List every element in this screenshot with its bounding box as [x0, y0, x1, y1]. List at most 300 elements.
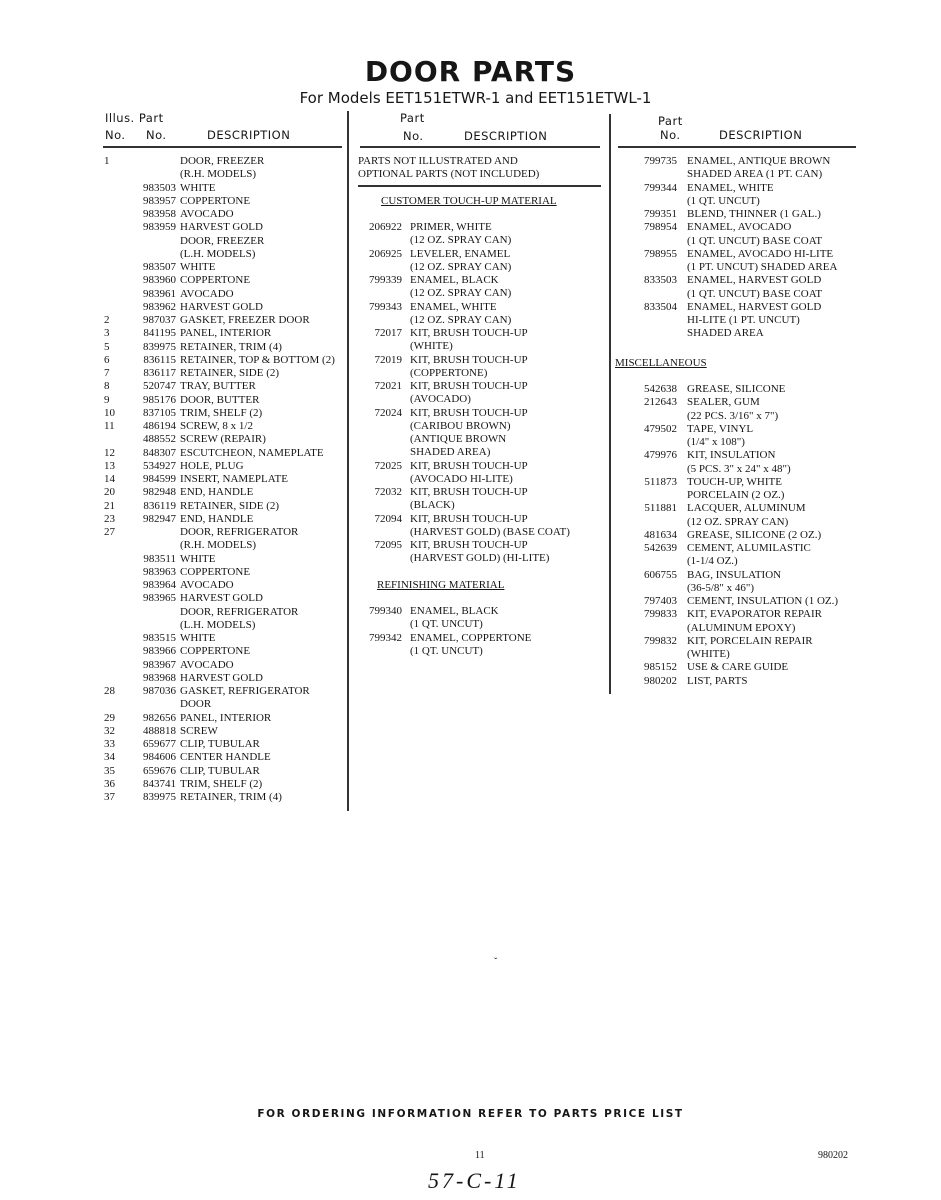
parts-row: [104, 195, 346, 208]
section-heading-touchup: CUSTOMER TOUCH-UP MATERIAL: [381, 195, 557, 207]
col2-intro-rule: [358, 185, 601, 187]
part-description: SCREW: [180, 724, 218, 737]
part-description: (1 QT. UNCUT): [410, 618, 483, 631]
part-description: (ALUMINUM EPOXY): [687, 621, 796, 634]
parts-row: [104, 632, 346, 645]
part-number: 985176: [143, 393, 176, 406]
part-description: (12 OZ. SPRAY CAN): [410, 260, 512, 273]
part-number: 534927: [143, 459, 176, 472]
illus-number: 3: [104, 327, 110, 340]
parts-row: [104, 235, 346, 248]
part-description: HARVEST GOLD: [180, 221, 263, 234]
part-number: 520747: [143, 380, 176, 393]
col1-header-part-no: No.: [146, 128, 167, 142]
part-description: GASKET, REFRIGERATOR: [180, 685, 310, 697]
part-description: ENAMEL, WHITE: [687, 181, 774, 194]
part-number: 987036: [143, 685, 176, 697]
parts-row: [358, 460, 608, 473]
parts-row: [104, 659, 346, 672]
parts-row: [615, 396, 865, 409]
part-description: CEMENT, INSULATION (1 OZ.): [687, 595, 839, 607]
part-number: 983967: [143, 658, 176, 671]
illus-number: 14: [104, 473, 115, 485]
parts-row: [104, 791, 346, 804]
parts-row: [104, 221, 346, 234]
part-number: 980202: [644, 674, 677, 687]
part-number: 799342: [369, 631, 402, 644]
parts-row: [615, 542, 865, 555]
col2-header-no: No.: [403, 129, 424, 143]
part-description: INSERT, NAMEPLATE: [180, 473, 288, 485]
parts-row: [615, 327, 865, 340]
parts-row: [104, 539, 346, 552]
part-description: END, HANDLE: [180, 512, 254, 525]
part-description: (1 QT. UNCUT): [687, 194, 760, 207]
parts-row: [104, 301, 346, 314]
part-description: (HARVEST GOLD) (BASE COAT): [410, 525, 570, 538]
page-code: 980202: [818, 1150, 848, 1161]
parts-row: [104, 725, 346, 738]
part-description: ENAMEL, BLACK: [410, 605, 499, 617]
part-number: 72094: [374, 512, 402, 525]
part-description: HARVEST GOLD: [180, 592, 263, 605]
parts-row: [104, 380, 346, 393]
part-number: 488552: [143, 433, 176, 446]
parts-row: [615, 208, 865, 221]
parts-row: [104, 778, 346, 791]
illus-number: 27: [104, 526, 115, 538]
part-description: SEALER, GUM: [687, 396, 760, 409]
parts-row: [615, 410, 865, 423]
parts-row: [358, 221, 608, 234]
part-description: RETAINER, TRIM (4): [180, 791, 282, 803]
part-description: HARVEST GOLD: [180, 671, 263, 684]
part-description: ENAMEL, AVOCADO: [687, 221, 792, 234]
parts-row: [358, 248, 608, 261]
part-number: 983958: [143, 208, 176, 220]
parts-row: [358, 605, 608, 618]
part-description: (12 OZ. SPRAY CAN): [410, 313, 512, 326]
part-description: TRAY, BUTTER: [180, 380, 256, 393]
parts-row: [615, 608, 865, 621]
part-description: SCREW, 8 x 1/2: [180, 420, 253, 432]
part-description: DOOR, REFRIGERATOR: [180, 605, 299, 618]
parts-row: [615, 195, 865, 208]
parts-row: [358, 513, 608, 526]
part-number: 833504: [644, 300, 677, 313]
page-title: DOOR PARTS: [364, 55, 577, 88]
part-number: 983961: [143, 287, 176, 300]
parts-row: [104, 208, 346, 221]
illus-number: 11: [104, 420, 115, 432]
part-description: (1/4" x 108"): [687, 436, 745, 448]
part-description: (12 OZ. SPRAY CAN): [410, 234, 512, 247]
part-number: 659677: [143, 738, 176, 750]
part-number: 839975: [143, 340, 176, 353]
part-description: KIT, EVAPORATOR REPAIR: [687, 608, 822, 621]
col2-header-description: DESCRIPTION: [464, 129, 548, 143]
part-description: USE & CARE GUIDE: [687, 661, 789, 674]
parts-row: [358, 380, 608, 393]
col3-misc-list: [615, 383, 865, 688]
part-description: BLEND, THINNER (1 GAL.): [687, 208, 821, 220]
part-description: HARVEST GOLD: [180, 300, 263, 313]
part-description: ENAMEL, HARVEST GOLD: [687, 300, 822, 313]
part-number: 799832: [644, 634, 677, 647]
parts-row: [104, 327, 346, 340]
part-description: AVOCADO: [180, 287, 234, 300]
illus-number: 10: [104, 406, 115, 419]
part-number: 486194: [143, 420, 176, 432]
part-description: PANEL, INTERIOR: [180, 327, 272, 340]
part-description: WHITE: [180, 181, 216, 194]
part-description: BAG, INSULATION: [687, 568, 782, 581]
parts-row: [104, 486, 346, 499]
part-number: 511873: [644, 475, 677, 488]
part-description: CLIP, TUBULAR: [180, 738, 260, 750]
parts-row: [104, 592, 346, 605]
part-number: 659676: [143, 764, 176, 777]
parts-row: [104, 579, 346, 592]
parts-row: [615, 489, 865, 502]
part-number: 479976: [644, 449, 677, 462]
part-number: 799339: [369, 274, 402, 286]
parts-row: [104, 261, 346, 274]
part-number: 983960: [143, 274, 176, 287]
part-description: (AVOCADO): [410, 393, 471, 406]
part-description: CEMENT, ALUMILASTIC: [687, 542, 811, 554]
parts-row: [104, 526, 346, 539]
part-description: RETAINER, SIDE (2): [180, 499, 280, 512]
part-description: (L.H. MODELS): [180, 247, 256, 260]
illus-number: 36: [104, 777, 115, 790]
part-number: 841195: [143, 327, 176, 340]
part-description: WHITE: [180, 552, 216, 565]
col1-header-description: DESCRIPTION: [207, 128, 291, 142]
parts-row: [615, 235, 865, 248]
illus-number: 23: [104, 512, 115, 525]
part-number: 836119: [143, 499, 176, 512]
parts-row: [358, 367, 608, 380]
parts-row: [358, 274, 608, 287]
part-description: TAPE, VINYL: [687, 422, 754, 435]
parts-row: [615, 383, 865, 396]
part-number: 799833: [644, 608, 677, 621]
parts-row: [104, 182, 346, 195]
parts-row: [104, 473, 346, 486]
parts-row: [104, 447, 346, 460]
parts-row: [104, 645, 346, 658]
part-number: 481634: [644, 528, 677, 541]
part-description: KIT, PORCELAIN REPAIR: [687, 634, 813, 647]
illus-number: 32: [104, 724, 115, 737]
parts-row: [358, 526, 608, 539]
part-number: 72095: [374, 539, 402, 551]
part-number: 983966: [143, 645, 176, 658]
part-description: WHITE: [180, 632, 216, 644]
part-description: GREASE, SILICONE: [687, 383, 786, 395]
part-description: (WHITE): [410, 340, 453, 353]
part-description: COPPERTONE: [180, 645, 251, 658]
part-number: 798955: [644, 247, 677, 260]
parts-row: [615, 168, 865, 181]
part-number: 72025: [374, 459, 402, 472]
parts-row: [104, 751, 346, 764]
part-number: 983957: [143, 194, 176, 207]
parts-row: [104, 394, 346, 407]
parts-row: [358, 327, 608, 340]
part-description: ENAMEL, AVOCADO HI-LITE: [687, 247, 834, 260]
part-description: GASKET, FREEZER DOOR: [180, 314, 310, 326]
col2-header-top: Part: [400, 111, 425, 125]
parts-row: [104, 712, 346, 725]
parts-row: [358, 433, 608, 446]
part-number: 982948: [143, 486, 176, 499]
part-description: KIT, BRUSH TOUCH-UP: [410, 486, 528, 498]
parts-row: [104, 367, 346, 380]
ordering-info-note: FOR ORDERING INFORMATION REFER TO PARTS PRICE LIST: [257, 1108, 684, 1120]
part-description: (1-1/4 OZ.): [687, 555, 738, 568]
parts-row: [358, 499, 608, 512]
part-description: ENAMEL, ANTIQUE BROWN: [687, 155, 831, 167]
parts-row: [104, 513, 346, 526]
part-description: DOOR, BUTTER: [180, 393, 260, 406]
part-description: CENTER HANDLE: [180, 751, 271, 764]
part-description: COPPERTONE: [180, 274, 251, 287]
parts-row: [358, 420, 608, 433]
section-heading-refinishing: REFINISHING MATERIAL: [377, 579, 505, 591]
part-number: 843741: [143, 777, 176, 790]
parts-row: [615, 221, 865, 234]
parts-row: [358, 632, 608, 645]
illus-number: 7: [104, 367, 110, 379]
part-description: AVOCADO: [180, 658, 234, 671]
part-description: LEVELER, ENAMEL: [410, 247, 511, 260]
part-description: (AVOCADO HI-LITE): [410, 472, 513, 485]
part-number: 983515: [143, 632, 176, 644]
part-description: HOLE, PLUG: [180, 459, 244, 472]
parts-row: [358, 539, 608, 552]
parts-row: [358, 340, 608, 353]
illus-number: 9: [104, 393, 110, 406]
illus-number: 35: [104, 764, 115, 777]
part-number: 542638: [644, 383, 677, 395]
illus-number: 34: [104, 751, 115, 764]
parts-row: [615, 301, 865, 314]
part-description: CLIP, TUBULAR: [180, 764, 260, 777]
column-divider-left: [347, 111, 349, 811]
part-number: 479502: [644, 422, 677, 435]
part-number: 836117: [143, 367, 176, 379]
part-number: 983962: [143, 300, 176, 313]
part-number: 488818: [143, 724, 176, 737]
parts-row: [104, 274, 346, 287]
handwritten-annotation: 57-C-11: [428, 1168, 521, 1193]
part-number: 984599: [143, 473, 176, 485]
part-number: 839975: [143, 791, 176, 803]
part-number: 72017: [374, 327, 402, 339]
part-description: (1 QT. UNCUT) BASE COAT: [687, 234, 823, 247]
part-number: 982947: [143, 512, 176, 525]
col3-enamel-list: [615, 155, 865, 341]
part-description: DOOR, FREEZER: [180, 155, 265, 167]
part-number: 848307: [143, 446, 176, 459]
parts-row: [615, 582, 865, 595]
parts-row: [615, 648, 865, 661]
part-description: PANEL, INTERIOR: [180, 711, 272, 724]
parts-row: [358, 473, 608, 486]
part-description: LACQUER, ALUMINUM: [687, 502, 806, 515]
parts-row: [104, 168, 346, 181]
parts-row: [358, 287, 608, 300]
illus-number: 33: [104, 738, 115, 750]
part-description: (R.H. MODELS): [180, 539, 257, 552]
part-description: (5 PCS. 3" x 24" x 48"): [687, 462, 791, 475]
part-description: RETAINER, TOP & BOTTOM (2): [180, 353, 335, 366]
col2-intro-line: PARTS NOT ILLUSTRATED AND: [358, 155, 518, 167]
parts-row: [358, 354, 608, 367]
parts-row: [615, 595, 865, 608]
part-number: 836115: [143, 353, 176, 366]
col1-header-rule: [103, 146, 342, 148]
column-divider-right: [609, 114, 611, 694]
part-number: 983511: [143, 552, 176, 565]
part-number: 606755: [644, 568, 677, 581]
part-description: TOUCH-UP, WHITE: [687, 475, 782, 488]
part-description: PRIMER, WHITE: [410, 221, 492, 233]
part-number: 799343: [369, 300, 402, 313]
part-description: SCREW (REPAIR): [180, 433, 266, 446]
illus-number: 37: [104, 791, 115, 803]
part-description: (36-5/8" x 46"): [687, 581, 755, 594]
part-description: LIST, PARTS: [687, 674, 748, 687]
part-description: GREASE, SILICONE (2 OZ.): [687, 528, 822, 541]
part-description: (BLACK): [410, 499, 455, 512]
part-description: KIT, BRUSH TOUCH-UP: [410, 353, 528, 366]
parts-row: [615, 248, 865, 261]
section-heading-miscellaneous: MISCELLANEOUS: [615, 357, 707, 369]
part-number: 542639: [644, 542, 677, 554]
parts-row: [615, 569, 865, 582]
part-description: (L.H. MODELS): [180, 618, 256, 631]
col3-header-top: Part: [658, 114, 683, 128]
parts-row: [358, 645, 608, 658]
parts-row: [104, 341, 346, 354]
part-description: AVOCADO: [180, 579, 234, 591]
col3-header-description: DESCRIPTION: [719, 128, 803, 142]
part-description: KIT, BRUSH TOUCH-UP: [410, 406, 528, 419]
illus-number: 8: [104, 380, 110, 393]
parts-row: [104, 433, 346, 446]
part-number: 985152: [644, 661, 677, 674]
col3-header-no: No.: [660, 128, 681, 142]
parts-row: [615, 436, 865, 449]
part-description: AVOCADO: [180, 208, 234, 220]
part-number: 983964: [143, 579, 176, 591]
parts-row: [358, 446, 608, 459]
illus-number: 12: [104, 446, 115, 459]
part-description: (1 PT. UNCUT) SHADED AREA: [687, 261, 838, 273]
page-subtitle: For Models EET151ETWR-1 and EET151ETWL-1: [299, 89, 652, 107]
part-description: KIT, BRUSH TOUCH-UP: [410, 459, 528, 472]
speck-mark: ˇ: [494, 957, 498, 968]
part-description: DOOR: [180, 698, 212, 711]
parts-row: [615, 529, 865, 542]
part-description: (COPPERTONE): [410, 366, 488, 379]
parts-row: [358, 407, 608, 420]
part-description: SHADED AREA: [687, 327, 764, 340]
col2-intro-line: OPTIONAL PARTS (NOT INCLUDED): [358, 168, 540, 181]
parts-row: [615, 182, 865, 195]
part-description: KIT, INSULATION: [687, 449, 776, 462]
parts-row: [358, 261, 608, 274]
parts-row: [615, 661, 865, 674]
part-description: (R.H. MODELS): [180, 168, 257, 181]
part-description: KIT, BRUSH TOUCH-UP: [410, 512, 528, 525]
illus-number: 5: [104, 340, 110, 353]
parts-row: [615, 555, 865, 568]
part-description: KIT, BRUSH TOUCH-UP: [410, 327, 528, 339]
part-number: 837105: [143, 406, 176, 419]
parts-row: [104, 314, 346, 327]
part-description: COPPERTONE: [180, 565, 251, 578]
part-description: (WHITE): [687, 648, 730, 660]
col1-header-top: Illus. Part: [105, 111, 164, 125]
part-number: 984606: [143, 751, 176, 764]
part-description: (1 QT. UNCUT): [410, 644, 483, 657]
parts-row: [104, 460, 346, 473]
parts-row: [104, 288, 346, 301]
parts-row: [104, 248, 346, 261]
illus-number: 13: [104, 459, 115, 472]
part-number: 799340: [369, 605, 402, 617]
parts-row: [615, 622, 865, 635]
parts-row: [615, 635, 865, 648]
part-description: TRIM, SHELF (2): [180, 406, 263, 419]
parts-row: [358, 301, 608, 314]
parts-row: [358, 618, 608, 631]
part-description: (HARVEST GOLD) (HI-LITE): [410, 552, 550, 565]
parts-row: [615, 274, 865, 287]
part-description: KIT, BRUSH TOUCH-UP: [410, 539, 528, 551]
col1-parts-list: [104, 155, 346, 804]
part-description: (12 OZ. SPRAY CAN): [687, 515, 789, 528]
parts-row: [358, 486, 608, 499]
part-description: DOOR, FREEZER: [180, 234, 265, 247]
illus-number: 28: [104, 685, 115, 697]
parts-row: [104, 420, 346, 433]
parts-row: [104, 155, 346, 168]
parts-row: [104, 698, 346, 711]
parts-row: [615, 449, 865, 462]
parts-row: [615, 261, 865, 274]
parts-row: [104, 765, 346, 778]
part-number: 206925: [369, 247, 402, 260]
part-description: (12 OZ. SPRAY CAN): [410, 287, 512, 300]
part-description: DOOR, REFRIGERATOR: [180, 526, 299, 538]
part-description: ESCUTCHEON, NAMEPLATE: [180, 446, 324, 459]
parts-row: [104, 500, 346, 513]
part-description: ENAMEL, HARVEST GOLD: [687, 274, 822, 287]
part-number: 983503: [143, 181, 176, 194]
part-number: 799351: [644, 208, 677, 220]
parts-row: [615, 502, 865, 515]
col2-header-rule: [360, 146, 600, 148]
part-number: 983959: [143, 221, 176, 234]
part-number: 799735: [644, 155, 677, 167]
parts-row: [104, 619, 346, 632]
parts-row: [615, 288, 865, 301]
